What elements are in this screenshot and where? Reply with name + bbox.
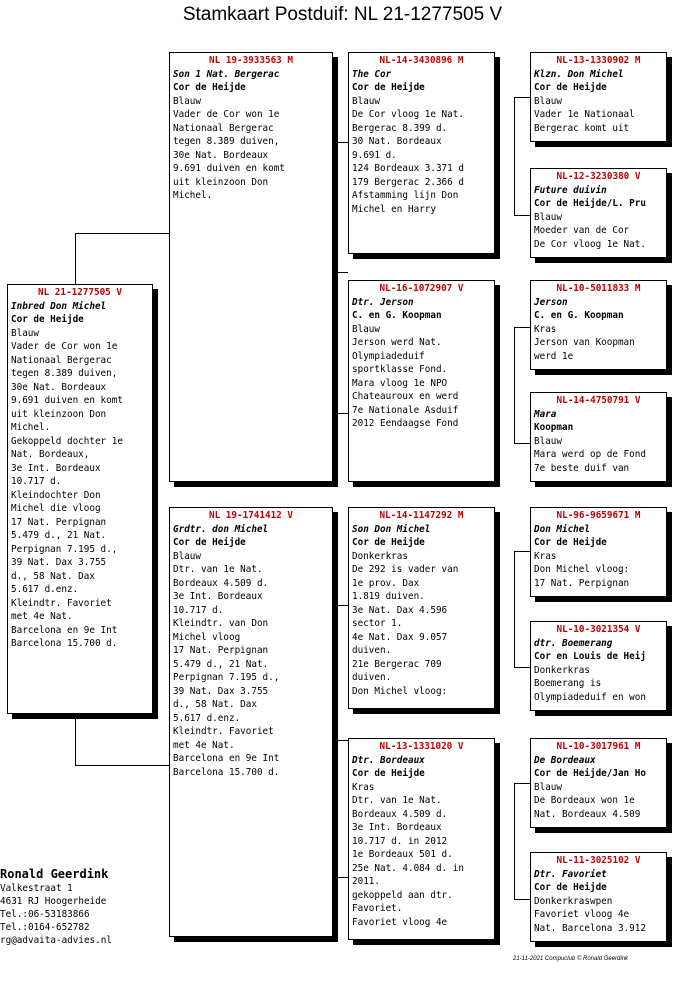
pigeon-card-fmf xyxy=(530,280,667,370)
connector-line xyxy=(514,215,530,216)
pigeon-name: dtr. Boemerang xyxy=(534,637,613,649)
pigeon-card-mmm xyxy=(530,852,667,942)
connector-line xyxy=(514,97,515,215)
pigeon-card-subject xyxy=(7,284,153,714)
pigeon-card-mff xyxy=(530,507,667,597)
pigeon-notes: Jerson werd Nat. Olympiadeduif sportklasse Fond. Mara vloog 1e NPO Chateauroux en werd 7e Nationale Asduif 2012 Eendaagse Fond xyxy=(352,337,459,429)
connector-line xyxy=(333,605,334,878)
pigeon-notes: De Bordeaux won 1e Nat. Bordeaux 4.509 xyxy=(534,795,641,820)
pigeon-notes: De Cor vloog 1e Nat. Bergerac 8.399 d. 30 Nat. Bordeaux 9.691 d. 124 Bordeaux 3.371 d 179 Bergerac 2.366 d Afstamming lijn Don Michel en Harry xyxy=(352,109,464,215)
breeder-street: Valkestraat 1 xyxy=(0,883,73,894)
pigeon-color: Blauw xyxy=(173,550,201,562)
pigeon-notes: Vader de Cor won 1e Nationaal Bergerac tegen 8.389 duiven, 30e Nat. Bordeaux 9.691 duiven en komt uit kleinzoon Don Michel. xyxy=(173,109,285,201)
breeder-phone-1: Tel.:06-53183866 xyxy=(0,909,90,920)
pigeon-name: Dtr. Bordeaux xyxy=(352,754,425,766)
ring-number: NL-14-3430896 M xyxy=(379,55,464,66)
pigeon-card-ffm xyxy=(530,168,667,258)
connector-line xyxy=(514,899,530,900)
pigeon-owner: Cor de Heijde xyxy=(352,768,425,779)
connector-line xyxy=(514,783,530,784)
pigeon-notes: Don Michel vloog: 17 Nat. Perpignan xyxy=(534,564,630,589)
footer-credit: 21-11-2021 Compuclub © Ronald Geerdink xyxy=(513,956,629,962)
connector-line xyxy=(75,233,76,285)
ring-number: NL-12-3230380 V xyxy=(556,171,641,182)
pigeon-card-mm xyxy=(348,738,495,940)
ring-number: NL 21-1277505 V xyxy=(38,287,122,298)
pigeon-notes: Mara werd op de Fond 7e beste duif van xyxy=(534,449,646,474)
pigeon-name: Future duivin xyxy=(534,184,607,196)
pigeon-color: Donkerkras xyxy=(534,664,590,676)
pigeon-card-ff xyxy=(348,52,495,254)
pigeon-color: Blauw xyxy=(173,95,201,107)
pigeon-owner: Cor de Heijde xyxy=(173,537,246,548)
connector-line xyxy=(514,443,530,444)
breeder-name: Ronald Geerdink xyxy=(0,867,109,881)
pigeon-color: Blauw xyxy=(11,327,39,339)
pigeon-color: Blauw xyxy=(534,95,562,107)
pigeon-card-father xyxy=(169,52,333,482)
pigeon-name: Grdtr. don Michel xyxy=(173,523,269,535)
connector-line xyxy=(333,272,348,273)
pigeon-owner: Cor de Heijde xyxy=(534,82,607,93)
pigeon-name: The Cor xyxy=(352,68,392,80)
ring-number: NL-13-1331020 V xyxy=(379,741,464,752)
pigeon-name: De Bordeaux xyxy=(534,754,596,766)
pigeon-card-fff xyxy=(530,52,667,142)
pigeon-name: Dtr. Favoriet xyxy=(534,868,607,880)
pigeon-notes: De 292 is vader van 1e prov. Dax 1.819 duiven. 3e Nat. Dax 4.596 sector 1. 4e Nat. Dax 9.057 duiven. 21e Bergerac 709 duiven. Don Michel vloog: xyxy=(352,564,459,697)
connector-line xyxy=(75,233,169,234)
pigeon-owner: C. en G. Koopman xyxy=(352,310,442,321)
pigeon-name: Inbred Don Michel xyxy=(11,300,107,312)
pigeon-name: Son 1 Nat. Bergerac xyxy=(173,68,280,80)
pigeon-owner: Cor de Heijde/Jan Ho xyxy=(534,768,646,779)
breeder-city: 4631 RJ Hoogerheide xyxy=(0,896,107,907)
pigeon-name: Son Don Michel xyxy=(352,523,431,535)
pigeon-owner: Cor de Heijde xyxy=(534,537,607,548)
connector-line xyxy=(514,551,515,668)
ring-number: NL-10-3017961 M xyxy=(556,741,641,752)
pigeon-name: Don Michel xyxy=(534,523,590,535)
pigeon-notes: Favoriet vloog 4e Nat. Barcelona 3.912 xyxy=(534,909,646,934)
pigeon-color: Donkerkras xyxy=(352,550,408,562)
pigeon-notes: Boemerang is Olympiadeduif en won xyxy=(534,678,646,703)
pigeon-color: Donkerkraswpen xyxy=(534,895,613,907)
pigeon-color: Blauw xyxy=(352,95,380,107)
pigeon-owner: C. en G. Koopman xyxy=(534,310,624,321)
connector-line xyxy=(514,327,515,444)
ring-number: NL-11-3025102 V xyxy=(556,855,641,866)
connector-line xyxy=(514,783,515,900)
connector-line xyxy=(514,327,530,328)
pigeon-name: Dtr. Jerson xyxy=(352,296,414,308)
ring-number: NL 19-1741412 V xyxy=(209,510,293,521)
ring-number: NL-10-5011833 M xyxy=(556,283,641,294)
connector-line xyxy=(514,551,530,552)
pigeon-owner: Cor de Heijde xyxy=(534,882,607,893)
ring-number: NL-14-4750791 V xyxy=(556,395,641,406)
pigeon-notes: Dtr. van 1e Nat. Bordeaux 4.509 d. 3e Int. Bordeaux 10.717 d. Kleindtr. van Don Michel vloog 17 Nat. Perpignan 5.479 d., 21 Nat. Perpignan 7.195 d., 39 Nat. Dax 3.755 d., 58 Nat. Dax 5.617 d.enz. Kleindtr. Favoriet met 4e Nat. Barcelona en 9e Int Barcelona 15.700 d. xyxy=(173,564,280,778)
pigeon-owner: Cor de Heijde xyxy=(352,82,425,93)
pigeon-card-mfm xyxy=(530,621,667,711)
connector-line xyxy=(75,713,76,765)
ring-number: NL-14-1147292 M xyxy=(379,510,464,521)
pigeon-owner: Cor de Heijde xyxy=(11,314,84,325)
pigeon-notes: Vader 1e Nationaal Bergerac komt uit xyxy=(534,109,635,134)
page-title: Stamkaart Postduif: NL 21-1277505 V xyxy=(182,4,503,25)
pigeon-card-mf xyxy=(348,507,495,709)
pigeon-notes: Dtr. van 1e Nat. Bordeaux 4.509 d. 3e Int. Bordeaux 10.717 d. in 2012 1e Bordeaux 501 d. 25e Nat. 4.084 d. in 2011. gekoppeld aan dtr. Favoriet. Favoriet vloog 4e xyxy=(352,795,464,928)
breeder-info xyxy=(0,866,112,947)
ring-number: NL-16-1072907 V xyxy=(379,283,464,294)
connector-line xyxy=(514,97,530,98)
breeder-email: rg@advaita-advies.nl xyxy=(0,935,112,946)
pigeon-card-fmm xyxy=(530,392,667,482)
pigeon-color: Kras xyxy=(534,323,557,335)
connector-line xyxy=(333,142,334,414)
connector-line xyxy=(333,740,348,741)
pigeon-card-mother xyxy=(169,507,333,937)
pigeon-card-mmf xyxy=(530,738,667,828)
pigeon-notes: Moeder van de Cor De Cor vloog 1e Nat. xyxy=(534,225,646,250)
breeder-phone-2: Tel.:0164-652782 xyxy=(0,922,90,933)
pigeon-color: Blauw xyxy=(352,323,380,335)
pigeon-color: Blauw xyxy=(534,211,562,223)
pigeon-name: Mara xyxy=(534,408,557,420)
pigeon-owner: Cor de Heijde xyxy=(173,82,246,93)
pigeon-color: Kras xyxy=(352,781,375,793)
ring-number: NL-13-1330902 M xyxy=(556,55,641,66)
ring-number: NL-96-9659671 M xyxy=(556,510,641,521)
pigeon-owner: Cor de Heijde xyxy=(352,537,425,548)
pigeon-owner: Cor de Heijde/L. Pru xyxy=(534,198,646,209)
pigeon-color: Blauw xyxy=(534,781,562,793)
connector-line xyxy=(333,142,348,143)
pigeon-notes: Vader de Cor won 1e Nationaal Bergerac tegen 8.389 duiven, 30e Nat. Bordeaux 9.691 duiven en komt uit kleinzoon Don Michel. Gekoppeld dochter 1e Nat. Bordeaux, 3e Int. Bordeaux 10.717 d. Kleindochter Don Michel die vloog 17 Nat. Perpignan 5.479 d., 21 Nat. Perpignan 7.195 d., 39 Nat. Dax 3.755 d., 58 Nat. Dax 5.617 d.enz. Kleindtr. Favoriet met 4e Nat. Barcelona en 9e Int Barcelona 15.700 d. xyxy=(11,341,123,649)
connector-line xyxy=(333,413,348,414)
connector-line xyxy=(75,765,169,766)
ring-number: NL 19-3933563 M xyxy=(209,55,293,66)
connector-line xyxy=(333,605,348,606)
pigeon-name: Klzn. Don Michel xyxy=(534,68,624,80)
connector-line xyxy=(514,667,530,668)
pigeon-card-fm xyxy=(348,280,495,482)
pigeon-owner: Cor en Louis de Heij xyxy=(534,651,646,662)
pigeon-name: Jerson xyxy=(534,296,568,308)
pigeon-owner: Koopman xyxy=(534,422,574,433)
pigeon-notes: Jerson van Koopman werd 1e xyxy=(534,337,635,362)
pigeon-color: Kras xyxy=(534,550,557,562)
connector-line xyxy=(333,877,348,878)
pigeon-color: Blauw xyxy=(534,435,562,447)
ring-number: NL-10-3021354 V xyxy=(556,624,641,635)
